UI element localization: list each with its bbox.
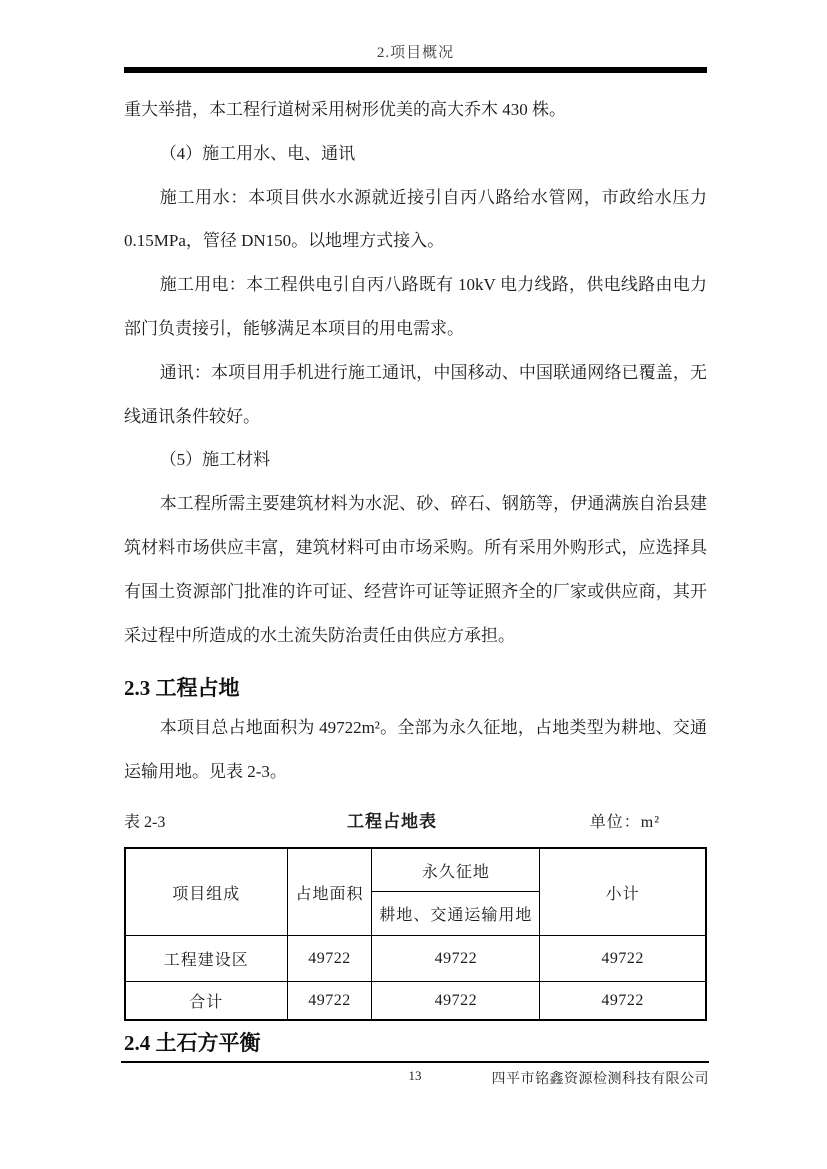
paragraph: 通讯：本项目用手机进行施工通讯，中国移动、中国联通网络已覆盖，无线通讯条件较好。 xyxy=(124,362,707,426)
body-text xyxy=(124,88,707,657)
paragraph: （4）施工用水、电、通讯 xyxy=(159,143,356,163)
row-name-cell: 合计 xyxy=(125,982,287,1020)
page-content xyxy=(0,88,827,1058)
paragraph: 本项目总占地面积为 49722m²。全部为永久征地，占地类型为耕地、交通运输用地。见表 2-3。 xyxy=(124,718,707,782)
column-header-permanent: 永久征地 xyxy=(372,848,540,892)
permanent-cell: 49722 xyxy=(372,936,540,982)
paragraph: 施工用水：本项目供水水源就近接引自丙八路给水管网，市政给水压力 0.15MPa，管径 DN150。以地埋方式接入。 xyxy=(124,187,707,251)
permanent-cell: 49722 xyxy=(372,982,540,1020)
table-label: 表 2-3 xyxy=(124,813,166,831)
paragraph: （5）施工材料 xyxy=(159,450,271,470)
section-heading-2-3: 2.3 工程占地 xyxy=(124,676,240,701)
paragraph: 本工程所需主要建筑材料为水泥、砂、碎石、钢筋等，伊通满族自治县建筑材料市场供应丰富，建筑材料可由市场采购。所有采用外购形式，应选择具有国土资源部门批准的许可证、经营许可证等证照齐全的厂家或供应商，其开采过程中所造成的水土流失防治责任由供应方承担。 xyxy=(124,494,707,645)
column-header-subtotal: 小计 xyxy=(540,848,706,936)
area-cell: 49722 xyxy=(287,982,372,1020)
subtotal-cell: 49722 xyxy=(540,982,706,1020)
page-footer xyxy=(121,1061,709,1086)
paragraph: 施工用电：本工程供电引自丙八路既有 10kV 电力线路，供电线路由电力部门负责接引，能够满足本项目的用电需求。 xyxy=(124,275,707,338)
land-occupation-table xyxy=(124,847,707,1021)
column-header-project: 项目组成 xyxy=(125,848,287,936)
subtotal-cell: 49722 xyxy=(540,936,706,982)
table-caption xyxy=(124,807,707,838)
table-title: 工程占地表 xyxy=(347,811,437,831)
paragraph: 重大举措，本工程行道树采用树形优美的高大乔木 430 株。 xyxy=(124,100,566,119)
column-header-area: 占地面积 xyxy=(287,848,372,936)
row-name-cell: 工程建设区 xyxy=(125,936,287,982)
section-heading-2-4: 2.4 土石方平衡 xyxy=(124,1030,261,1055)
header-chapter-title: 2.项目概况 xyxy=(376,45,455,61)
footer-row xyxy=(121,1068,709,1086)
page-header xyxy=(0,0,827,73)
page-number: 13 xyxy=(408,1068,422,1083)
company-name: 四平市铭鑫资源检测科技有限公司 xyxy=(491,1070,709,1086)
area-cell: 49722 xyxy=(287,936,372,982)
table-unit: 单位：m² xyxy=(589,813,660,831)
header-divider xyxy=(124,67,707,73)
table-row xyxy=(125,982,706,1020)
column-header-permanent-sub: 耕地、交通运输用地 xyxy=(372,892,540,936)
table-row xyxy=(125,936,706,982)
